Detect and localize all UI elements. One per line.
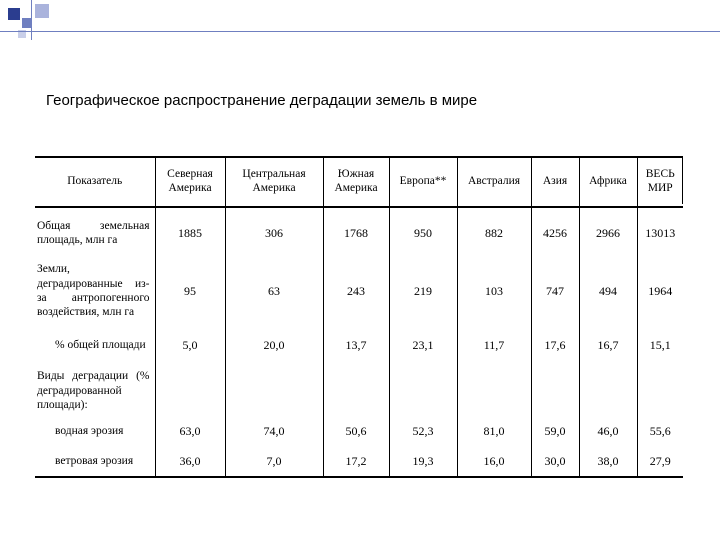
- table-cell: 63: [225, 258, 323, 324]
- column-header: Европа**: [389, 158, 457, 207]
- row-label: ветровая эрозия: [35, 446, 155, 476]
- table-cell: 17,2: [323, 446, 389, 476]
- table-cell: 1885: [155, 207, 225, 258]
- column-header: Азия: [531, 158, 579, 207]
- table-cell: 16,0: [457, 446, 531, 476]
- column-header: ВЕСЬ МИР: [637, 158, 683, 207]
- decorative-line-vertical: [31, 0, 32, 40]
- table-row: [35, 416, 683, 446]
- table-row: [35, 446, 683, 476]
- table-cell: [579, 366, 637, 416]
- table-cell: 27,9: [649, 453, 671, 468]
- table-cell: 243: [323, 258, 389, 324]
- table-cell: 219: [389, 258, 457, 324]
- decorative-square: [35, 4, 49, 18]
- table-cell: 38,0: [579, 446, 637, 476]
- row-label: водная эрозия: [35, 416, 155, 446]
- column-header: Северная Америка: [155, 158, 225, 207]
- table-cell: 17,6: [531, 324, 579, 366]
- table-cell: 63,0: [155, 416, 225, 446]
- table-cell: 16,7: [579, 324, 637, 366]
- table-cell: 2966: [579, 207, 637, 258]
- decorative-square: [8, 8, 20, 20]
- table-cell: 950: [389, 207, 457, 258]
- table-cell: 74,0: [225, 416, 323, 446]
- table-cell: 747: [531, 258, 579, 324]
- table-cell: 59,0: [531, 416, 579, 446]
- table-row: [35, 258, 683, 324]
- table-cell: [155, 366, 225, 416]
- table-cell: 1768: [323, 207, 389, 258]
- table-cell: 306: [225, 207, 323, 258]
- table-cell: 13013: [645, 225, 676, 240]
- table-cell: [637, 366, 683, 416]
- table-cell: 11,7: [457, 324, 531, 366]
- table-cell: 15,1: [649, 337, 671, 352]
- slide-title: Географическое распространение деградации земель в мире: [46, 92, 478, 109]
- table-cell: [323, 366, 389, 416]
- table-cell: 50,6: [323, 416, 389, 446]
- row-label: Виды деградации (% деградированной площади):: [35, 366, 155, 416]
- table-cell: 7,0: [225, 446, 323, 476]
- row-label: % общей площади: [35, 324, 155, 366]
- table-cell: 13,7: [323, 324, 389, 366]
- table-cell: 36,0: [155, 446, 225, 476]
- table-cell: 494: [579, 258, 637, 324]
- table-header-row: [35, 158, 683, 207]
- table-cell: 55,6: [649, 423, 671, 438]
- column-header: Показатель: [35, 158, 155, 207]
- table-cell: 23,1: [389, 324, 457, 366]
- table-cell: 46,0: [579, 416, 637, 446]
- table-cell: [531, 366, 579, 416]
- table-row: [35, 366, 683, 416]
- land-degradation-table: [35, 156, 683, 478]
- table-cell: 5,0: [155, 324, 225, 366]
- table-row: [35, 207, 683, 258]
- decorative-line-horizontal: [0, 31, 720, 32]
- column-header: Австралия: [457, 158, 531, 207]
- table-cell: 52,3: [389, 416, 457, 446]
- table-row: [35, 324, 683, 366]
- column-header: Центральная Америка: [225, 158, 323, 207]
- column-header: Южная Америка: [323, 158, 389, 207]
- table-cell: [457, 366, 531, 416]
- table-cell: 20,0: [225, 324, 323, 366]
- table-cell: 4256: [531, 207, 579, 258]
- column-header: Африка: [579, 158, 637, 207]
- table-cell: 103: [457, 258, 531, 324]
- table-cell: [225, 366, 323, 416]
- table-cell: 882: [457, 207, 531, 258]
- table-cell: 95: [155, 258, 225, 324]
- row-label: Общая земельная площадь, млн га: [35, 207, 155, 258]
- table-edge-line: [682, 156, 683, 204]
- row-label: Земли, деградированные из-за антропогенного воздействия, млн га: [35, 258, 155, 324]
- table-cell: 30,0: [531, 446, 579, 476]
- table-cell: 81,0: [457, 416, 531, 446]
- table-cell: [389, 366, 457, 416]
- table-cell: 19,3: [389, 446, 457, 476]
- table-cell: 1964: [648, 283, 673, 298]
